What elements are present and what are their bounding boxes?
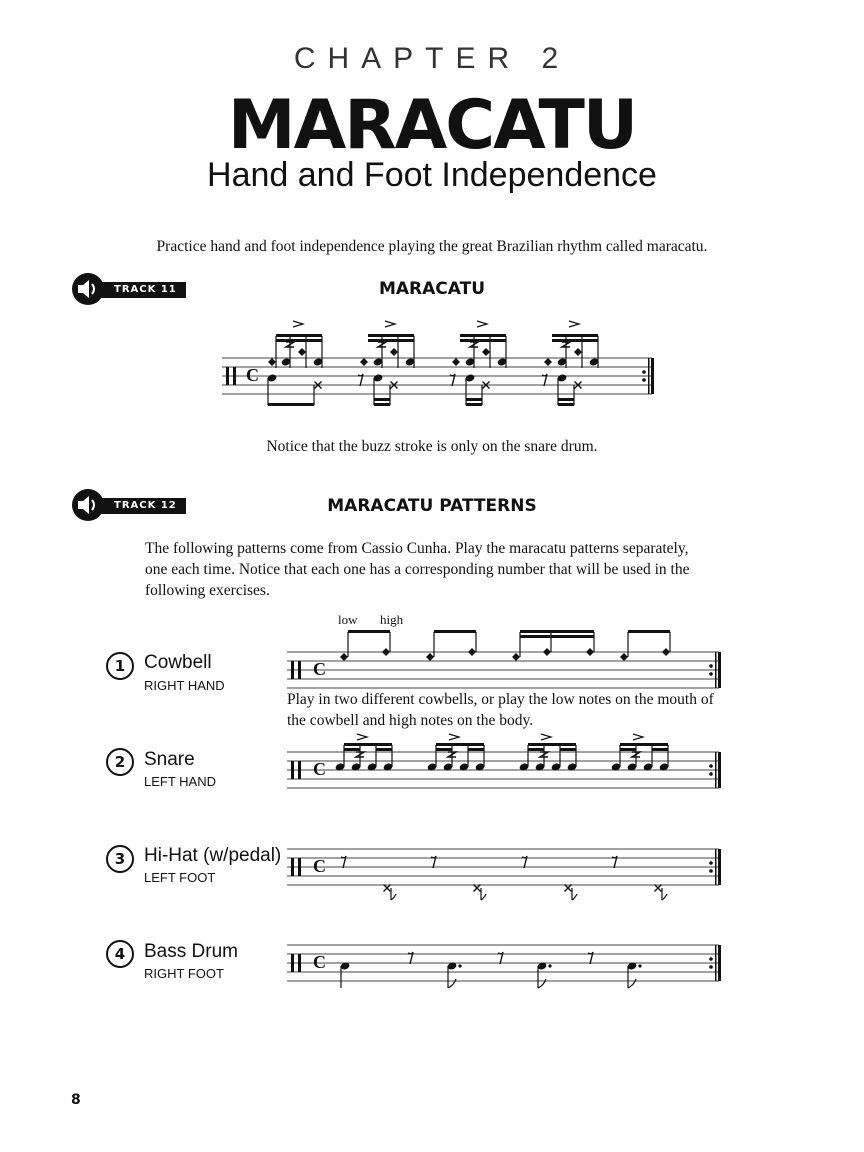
beam: [276, 339, 322, 342]
beam: [620, 743, 668, 746]
rest: [542, 374, 547, 386]
cowbell-note-line: Play in two different cowbells, or play the low notes on the mouth of: [287, 691, 714, 708]
repeat-dot: [709, 869, 713, 873]
beam: [528, 743, 576, 746]
note-head: [390, 348, 398, 356]
rest: [612, 856, 617, 868]
description-line: one each time. Notice that each one has a corresponding number that will be used in the: [145, 561, 690, 578]
dot: [638, 964, 641, 967]
dot: [548, 964, 551, 967]
barline: [718, 652, 721, 688]
beam: [276, 334, 322, 337]
pattern-number-3: 3: [106, 845, 134, 873]
cowbell-high-label: high: [380, 612, 404, 627]
time-signature: C: [313, 952, 326, 972]
note-head: [340, 653, 348, 661]
beam: [344, 748, 360, 751]
accent-mark: [449, 734, 459, 740]
dot: [458, 964, 461, 967]
pattern-name-snare: Snare: [144, 749, 195, 770]
buzz-mark: [540, 752, 548, 757]
note-head: [468, 648, 476, 656]
rest: [408, 952, 413, 964]
repeat-dot: [709, 957, 713, 961]
note-head: [382, 648, 390, 656]
buzz-mark: [470, 342, 478, 347]
percussion-clef: [298, 761, 301, 779]
buzz-mark: [378, 342, 386, 347]
beam: [460, 339, 506, 342]
accent-mark: [633, 734, 643, 740]
rest: [341, 856, 346, 868]
note-head: [620, 653, 628, 661]
beam: [348, 630, 390, 633]
patterns-description: [145, 538, 745, 601]
percussion-clef: [298, 661, 301, 679]
beam: [620, 748, 636, 751]
beam: [374, 398, 390, 401]
note-head: [543, 648, 551, 656]
beam: [468, 748, 484, 751]
note-head: [544, 358, 552, 366]
rest: [358, 374, 363, 386]
pattern-number-4: 4: [106, 940, 134, 968]
note-head: [474, 885, 481, 892]
flag: [391, 894, 396, 900]
buzz-mark: [356, 752, 364, 757]
note-head: [586, 648, 594, 656]
note-head: [268, 358, 276, 366]
repeat-dot: [709, 672, 713, 676]
beam: [466, 403, 482, 406]
buzz-stroke-note: Notice that the buzz stroke is only on the snare drum.: [266, 438, 598, 455]
beam: [520, 635, 594, 638]
barline: [715, 945, 717, 981]
note-head: [360, 358, 368, 366]
intro-text: Practice hand and foot independence playing the great Brazilian rhythm called maracatu.: [156, 238, 708, 255]
repeat-dot: [709, 861, 713, 865]
time-signature: C: [313, 856, 326, 876]
note-head: [298, 348, 306, 356]
chapter-label: CHAPTER 2: [293, 42, 571, 75]
note-head: [574, 348, 582, 356]
barline: [715, 752, 717, 788]
pattern-limb: LEFT FOOT: [144, 870, 216, 885]
accent-mark: [541, 734, 551, 740]
rest: [498, 952, 503, 964]
barline: [715, 652, 717, 688]
flag: [538, 979, 546, 988]
beam: [552, 339, 598, 342]
accent-mark: [569, 321, 579, 327]
cowbell-note: [287, 689, 747, 731]
barline: [718, 752, 721, 788]
percussion-clef: [298, 858, 301, 876]
cowbell-note-line: the cowbell and high notes on the body.: [287, 712, 534, 729]
percussion-clef: [291, 858, 294, 876]
pattern-number-2: 2: [106, 748, 134, 776]
beam: [528, 748, 544, 751]
maracatu-score: [0, 310, 864, 420]
note-head: [384, 885, 391, 892]
rest: [450, 374, 455, 386]
beam: [374, 403, 390, 406]
percussion-clef: [298, 954, 301, 972]
note-head: [512, 653, 520, 661]
buzz-mark: [286, 342, 294, 347]
pattern-limb: RIGHT FOOT: [144, 966, 224, 981]
pattern-scores: [0, 600, 864, 1000]
flag: [628, 979, 636, 988]
flag: [448, 979, 456, 988]
time-signature: C: [313, 759, 326, 779]
beam: [434, 630, 476, 633]
note-head: [565, 885, 572, 892]
beam: [558, 403, 574, 406]
flag: [572, 894, 577, 900]
percussion-clef: [291, 661, 294, 679]
accent-mark: [293, 321, 303, 327]
track-11-label: TRACK 11: [90, 282, 186, 298]
beam: [436, 743, 484, 746]
page-number: 8: [71, 1092, 81, 1108]
rest: [522, 856, 527, 868]
percussion-clef: [291, 761, 294, 779]
beam: [466, 398, 482, 401]
flag: [481, 894, 486, 900]
pattern-name-bass-drum: Bass Drum: [144, 941, 238, 962]
pattern-name-hihat: Hi-Hat (w/pedal): [144, 845, 282, 866]
beam: [552, 334, 598, 337]
beam: [520, 630, 594, 633]
repeat-dot: [709, 764, 713, 768]
beam: [560, 748, 576, 751]
time-signature: C: [246, 365, 259, 385]
section-heading-maracatu: MARACATU: [378, 279, 486, 299]
pattern-limb: LEFT HAND: [144, 774, 216, 789]
repeat-dot: [709, 965, 713, 969]
pattern-limb: RIGHT HAND: [144, 678, 225, 693]
buzz-mark: [632, 752, 640, 757]
section-heading-patterns: MARACATU PATTERNS: [327, 496, 537, 516]
barline: [718, 945, 721, 981]
percussion-clef: [291, 954, 294, 972]
beam: [344, 743, 392, 746]
beam: [368, 334, 414, 337]
description-line: The following patterns come from Cassio Cunha. Play the maracatu patterns separately,: [145, 540, 689, 557]
repeat-dot: [709, 772, 713, 776]
note-head: [662, 648, 670, 656]
page-subtitle: Hand and Foot Independence: [207, 156, 657, 194]
barline: [715, 849, 717, 885]
repeat-dot: [709, 664, 713, 668]
beam: [268, 403, 314, 406]
accent-mark: [477, 321, 487, 327]
beam: [628, 630, 670, 633]
cowbell-low-label: low: [338, 612, 358, 627]
time-signature: C: [313, 659, 326, 679]
barline: [718, 849, 721, 885]
description-line: following exercises.: [145, 582, 270, 599]
beam: [436, 748, 452, 751]
beam: [368, 339, 414, 342]
buzz-mark: [562, 342, 570, 347]
pattern-name-cowbell: Cowbell: [144, 652, 212, 673]
note-head: [482, 348, 490, 356]
note-head: [426, 653, 434, 661]
accent-mark: [357, 734, 367, 740]
flag: [662, 894, 667, 900]
maracatu-measures: [267, 321, 600, 406]
rest: [588, 952, 593, 964]
note-head: [655, 885, 662, 892]
page-title: MARACATU: [227, 86, 637, 165]
accent-mark: [385, 321, 395, 327]
buzz-mark: [448, 752, 456, 757]
beam: [652, 748, 668, 751]
beam: [376, 748, 392, 751]
rest: [431, 856, 436, 868]
beam: [558, 398, 574, 401]
beam: [460, 334, 506, 337]
pattern-number-1: 1: [106, 652, 134, 680]
track-12-label: TRACK 12: [90, 498, 186, 514]
note-head: [452, 358, 460, 366]
